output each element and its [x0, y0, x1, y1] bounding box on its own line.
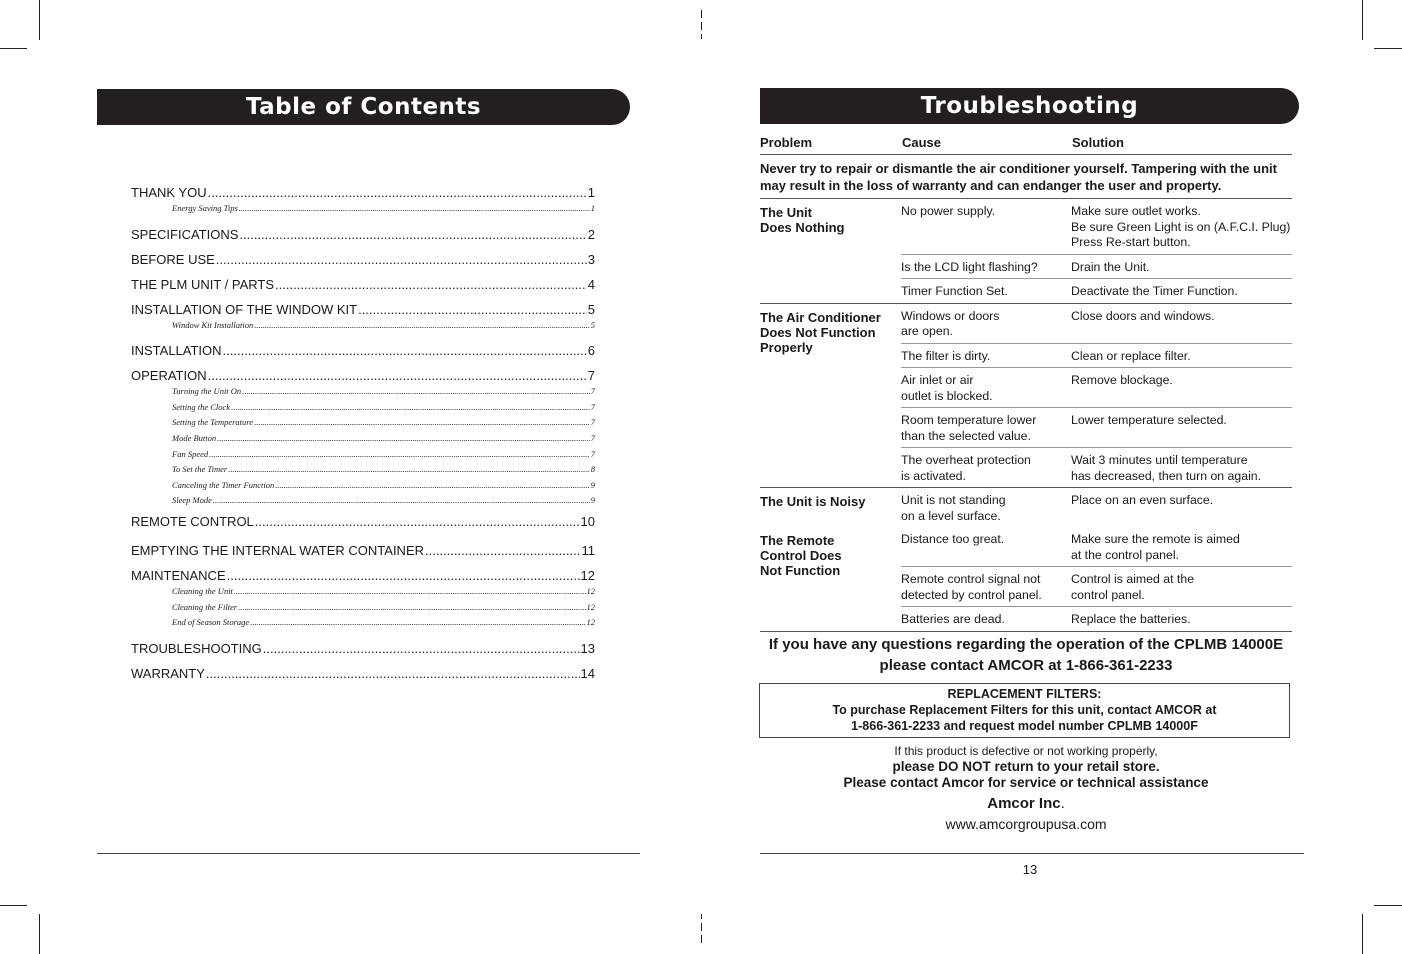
- solution-cell: Replace the batteries.: [1071, 612, 1191, 626]
- crop-mark: [1362, 914, 1363, 954]
- toc-subentry-page: 5: [590, 319, 595, 330]
- problem-rows: [901, 304, 1292, 488]
- cause-cell: Remote control signal not detected by control panel.: [901, 572, 1042, 602]
- toc-leader-dots: [208, 368, 587, 384]
- toc-leader-dots: [213, 493, 590, 509]
- toc-leader-dots: [250, 615, 585, 631]
- toc-subentry[interactable]: [131, 615, 595, 631]
- cause-cell: Timer Function Set.: [901, 284, 1008, 298]
- toc-entry-label: INSTALLATION: [131, 343, 222, 359]
- crop-mark: [1374, 905, 1402, 906]
- toc-leader-dots: [234, 584, 586, 600]
- problem-title: The Unit Does Nothing: [760, 205, 845, 235]
- toc-leader-dots: [209, 447, 590, 463]
- cause-cell: Batteries are dead.: [901, 612, 1005, 626]
- toc-entry[interactable]: [131, 543, 595, 559]
- solution-cell: Make sure the remote is aimed at the control panel.: [1071, 532, 1240, 562]
- toc-entry-label: MAINTENANCE: [131, 567, 226, 583]
- toc-entry-page: 3: [587, 251, 595, 267]
- toc-leader-dots: [425, 543, 580, 559]
- replacement-title: REPLACEMENT FILTERS:: [947, 687, 1102, 701]
- toc-entry-label: THE PLM UNIT / PARTS: [131, 276, 275, 292]
- toc-entry-page: 11: [581, 542, 595, 558]
- crop-mark: [701, 22, 702, 30]
- toc-leader-dots: [206, 666, 580, 682]
- toc-subentry[interactable]: [131, 462, 595, 478]
- toc-subentry-label: Mode Button: [172, 432, 217, 443]
- toc-leader-dots: [231, 400, 590, 416]
- problem-group: [760, 199, 1292, 304]
- toc-entry-label: THANK YOU: [131, 185, 207, 200]
- solution-cell: Close doors and windows.: [1071, 308, 1215, 323]
- toc-leader-dots: [239, 227, 586, 243]
- footer-line-2: please DO NOT return to your retail store.: [892, 759, 1160, 774]
- page-number: 13: [1022, 862, 1038, 877]
- toc-subentry[interactable]: [131, 400, 595, 416]
- cause-solution-row: [901, 278, 1292, 303]
- problem-group: [760, 304, 1292, 489]
- toc-leader-dots: [242, 384, 590, 400]
- toc-leader-dots: [227, 568, 580, 584]
- toc-entry-page: 14: [580, 665, 595, 681]
- toc-leader-dots: [216, 252, 587, 268]
- toc-entry-page: 4: [587, 276, 595, 292]
- toc-subentry-page: 9: [590, 495, 595, 506]
- toc-subentry-page: 8: [590, 464, 595, 475]
- toc-entry-label: REMOTE CONTROL: [131, 513, 254, 529]
- crop-mark: [0, 48, 27, 49]
- toc-leader-dots: [358, 302, 587, 318]
- toc-subentry-page: 1: [590, 203, 595, 213]
- problem-rows: [901, 527, 1292, 631]
- toc-subentry-page: 7: [590, 417, 595, 428]
- toc-subentry-label: Setting the Clock: [172, 401, 231, 412]
- left-footer-rule: [97, 853, 640, 854]
- footer-line-3: Please contact Amcor for service or technical assistance: [843, 775, 1209, 790]
- problem-group: [760, 527, 1292, 632]
- toc-subentry-label: Window Kit Installation: [172, 319, 254, 330]
- company-name: Amcor Inc: [987, 795, 1061, 812]
- crop-mark: [701, 935, 702, 943]
- toc-entry-page: 6: [587, 343, 595, 359]
- cause-cell: Distance too great.: [901, 532, 1005, 546]
- cause-solution-row: [901, 527, 1292, 566]
- toc-subentry-label: Sleep Mode: [172, 495, 212, 506]
- replacement-filters-box: [759, 683, 1290, 738]
- toc-leader-dots: [228, 462, 590, 478]
- toc-entry-label: WARRANTY: [131, 665, 205, 681]
- service-footer: [760, 744, 1292, 833]
- crop-mark: [701, 923, 702, 931]
- solution-cell: Clean or replace filter.: [1071, 348, 1191, 363]
- cause-solution-row: [901, 367, 1292, 407]
- toc-subentry[interactable]: [131, 600, 595, 616]
- problem-rows: [901, 488, 1292, 527]
- crop-mark: [701, 10, 702, 18]
- solution-cell: Control is aimed at the control panel.: [1071, 572, 1195, 602]
- toc-subentry[interactable]: [131, 493, 595, 509]
- cause-cell: Air inlet or air outlet is blocked.: [901, 373, 993, 403]
- toc-entry[interactable]: [131, 227, 595, 243]
- footer-line-1: If this product is defective or not working properly,: [894, 744, 1158, 758]
- toc-subentry-label: Turning the Unit On: [172, 386, 242, 397]
- header-solution: Solution: [1072, 134, 1124, 150]
- cause-cell: Windows or doors are open.: [901, 308, 1000, 338]
- toc-leader-dots: [263, 641, 580, 657]
- toc-entry[interactable]: [131, 568, 595, 584]
- toc-entry-page: 13: [580, 640, 595, 656]
- toc-leader-dots: [275, 478, 590, 494]
- toc-entry[interactable]: [131, 252, 595, 268]
- toc-subentry-page: 12: [586, 585, 595, 596]
- cause-cell: Is the LCD light flashing?: [901, 259, 1038, 274]
- cause-cell: The filter is dirty.: [901, 348, 991, 363]
- company-name-line: [760, 793, 1292, 815]
- company-suffix: .: [1060, 795, 1065, 812]
- crop-mark: [701, 34, 702, 39]
- toc-entry-page: 12: [580, 567, 595, 583]
- toc-entry[interactable]: [131, 666, 595, 682]
- toc-entry-label: TROUBLESHOOTING: [131, 640, 262, 656]
- toc-entry[interactable]: [131, 514, 595, 530]
- toc-entry[interactable]: [131, 641, 595, 657]
- toc-entry-page: 5: [587, 301, 595, 317]
- solution-cell: Remove blockage.: [1071, 373, 1173, 387]
- toc-entry-page: 1: [587, 185, 595, 200]
- cause-solution-row: [901, 407, 1292, 447]
- cause-cell: No power supply.: [901, 204, 996, 218]
- toc-entry-label: INSTALLATION OF THE WINDOW KIT: [131, 301, 358, 317]
- toc-subentry[interactable]: [131, 384, 595, 400]
- problem-group: [760, 488, 1292, 527]
- toc-subentry-label: End of Season Storage: [172, 617, 250, 628]
- cause-solution-row: [901, 447, 1292, 487]
- toc-entry-page: 10: [580, 513, 595, 529]
- replacement-line-2: 1-866-361-2233 and request model number CPLMB 14000F: [851, 719, 1198, 733]
- toc-subentry-label: Fan Speed: [172, 448, 209, 459]
- toc-leader-dots: [238, 600, 585, 616]
- toc-subentry-page: 7: [590, 448, 595, 459]
- toc-subentry-page: 7: [590, 386, 595, 397]
- solution-cell: Make sure outlet works. Be sure Green Light is on (A.F.C.I. Plug) Press Re-start button.: [1071, 204, 1291, 249]
- toc-subentry[interactable]: [131, 415, 595, 431]
- cause-solution-row: [901, 488, 1292, 527]
- solution-cell: Deactivate the Timer Function.: [1071, 284, 1238, 298]
- table-of-contents: [131, 185, 595, 682]
- toc-subentry[interactable]: [131, 431, 595, 447]
- solution-cell: Lower temperature selected.: [1071, 413, 1227, 427]
- table-header: [760, 130, 1292, 155]
- cause-solution-row: [901, 343, 1292, 368]
- toc-subentry[interactable]: [131, 478, 595, 494]
- cause-solution-row: [901, 606, 1292, 631]
- toc-subentry-page: 7: [590, 401, 595, 412]
- header-problem: Problem: [760, 134, 813, 150]
- toc-subentry[interactable]: [131, 318, 595, 334]
- toc-subentry-page: 12: [586, 617, 595, 628]
- toc-leader-dots: [239, 201, 590, 217]
- cause-solution-row: [901, 304, 1292, 343]
- question-line-1: If you have any questions regarding the operation of the CPLMB 14000E: [768, 636, 1284, 653]
- warning-text: Never try to repair or dismantle the air conditioner yourself. Tampering with the unit may result in the loss of warranty and can endanger the user and property.: [760, 155, 1292, 199]
- crop-mark: [39, 914, 40, 954]
- crop-mark: [1362, 0, 1363, 40]
- toc-entry-label: BEFORE USE: [131, 251, 215, 267]
- question-line-2: please contact AMCOR at 1-866-361-2233: [879, 657, 1173, 674]
- toc-leader-dots: [255, 514, 580, 530]
- troubleshooting-table: [760, 130, 1292, 632]
- toc-subentry[interactable]: [131, 447, 595, 463]
- cause-solution-row: [901, 199, 1292, 254]
- problem-title: The Air Conditioner Does Not Function Properly: [760, 309, 881, 355]
- problem-rows: [901, 199, 1292, 303]
- toc-subentry-page: 12: [586, 601, 595, 612]
- crop-mark: [1374, 48, 1402, 49]
- toc-entry-label: SPECIFICATIONS: [131, 226, 239, 242]
- solution-cell: Drain the Unit.: [1071, 259, 1150, 274]
- contact-question: [760, 634, 1292, 676]
- cause-cell: Unit is not standing on a level surface.: [901, 493, 1006, 523]
- toc-entry[interactable]: [131, 368, 595, 384]
- problem-groups: [760, 199, 1292, 632]
- crop-mark: [701, 914, 702, 919]
- right-footer-rule: [760, 853, 1304, 854]
- toc-title-banner: Table of Contents: [97, 89, 630, 125]
- toc-subentry-label: Energy Saving Tips: [172, 203, 238, 213]
- toc-entry[interactable]: [131, 277, 595, 293]
- cause-cell: The overheat protection is activated.: [901, 453, 1031, 483]
- toc-entry-page: 7: [587, 368, 595, 384]
- toc-subentry[interactable]: [131, 201, 595, 217]
- toc-subentry-label: Setting the Temperature: [172, 417, 254, 428]
- toc-leader-dots: [217, 431, 590, 447]
- toc-subentry-page: 9: [590, 479, 595, 490]
- cause-solution-row: [901, 254, 1292, 279]
- solution-cell: Place on an even surface.: [1071, 493, 1214, 507]
- toc-entry-label: EMPTYING THE INTERNAL WATER CONTAINER: [131, 542, 425, 558]
- toc-entry-page: 2: [587, 226, 595, 242]
- toc-entry[interactable]: [131, 302, 595, 318]
- replacement-line-1: To purchase Replacement Filters for this unit, contact AMCOR at: [832, 703, 1217, 717]
- toc-leader-dots: [208, 185, 587, 201]
- toc-entry[interactable]: [131, 343, 595, 359]
- problem-title: The Unit is Noisy: [760, 494, 866, 509]
- toc-subentry-page: 7: [590, 432, 595, 443]
- cause-solution-row: [901, 566, 1292, 606]
- crop-mark: [0, 905, 27, 906]
- toc-subentry-label: To Set the Timer: [172, 464, 228, 475]
- cause-cell: Room temperature lower than the selected value.: [901, 413, 1037, 443]
- toc-subentry[interactable]: [131, 584, 595, 600]
- toc-subentry-label: Canceling the Timer Function: [172, 479, 275, 490]
- website-link[interactable]: www.amcorgroupusa.com: [945, 816, 1107, 832]
- toc-leader-dots: [254, 415, 590, 431]
- header-cause: Cause: [902, 134, 942, 150]
- toc-leader-dots: [223, 343, 587, 359]
- toc-entry[interactable]: [131, 185, 595, 201]
- troubleshooting-title-banner: Troubleshooting: [760, 88, 1299, 124]
- crop-mark: [39, 0, 40, 40]
- problem-title: The Remote Control Does Not Function: [760, 533, 842, 578]
- toc-subentry-label: Cleaning the Filter: [172, 601, 238, 612]
- toc-leader-dots: [275, 277, 587, 293]
- solution-cell: Wait 3 minutes until temperature has decreased, then turn on again.: [1071, 453, 1262, 483]
- toc-entry-label: OPERATION: [131, 368, 207, 384]
- toc-leader-dots: [254, 318, 590, 334]
- toc-subentry-label: Cleaning the Unit: [172, 585, 233, 596]
